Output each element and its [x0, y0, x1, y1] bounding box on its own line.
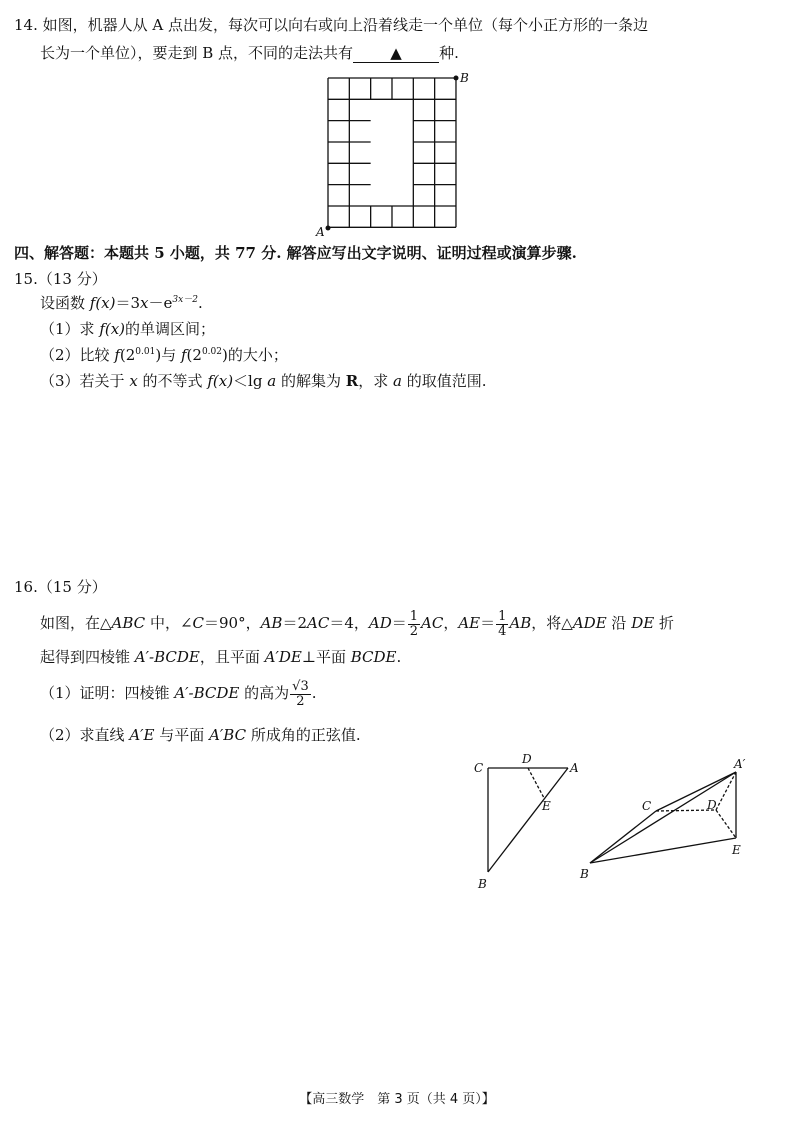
math-fx: f(x)	[99, 320, 126, 338]
math-a: a	[392, 372, 402, 390]
q16-text: 所成角的正弦值.	[246, 726, 361, 744]
math-ab: AB	[260, 614, 283, 633]
math-text: (2	[119, 346, 136, 364]
label-a: A	[316, 225, 325, 238]
q16-text: 与平面	[154, 726, 210, 744]
q15-text: 的大小；	[227, 346, 288, 364]
fraction-half	[408, 610, 420, 638]
point-b	[454, 76, 459, 81]
math-de: DE	[631, 614, 655, 633]
q16-text: 中，∠	[145, 614, 193, 633]
label-a-prime: A′	[734, 758, 746, 771]
q16-text: ，将△	[531, 614, 573, 633]
q16-text: ＝4，	[329, 614, 369, 633]
q16-text: ＝	[480, 614, 496, 633]
q16-text: ⊥平面	[301, 648, 351, 666]
q16-text: .	[396, 648, 402, 666]
q16-text: ＝2	[282, 614, 307, 633]
label-d: D	[522, 752, 532, 766]
q16-text: ，	[443, 614, 459, 633]
math-text: －e	[148, 294, 173, 312]
fraction-numerator: 1	[498, 609, 507, 624]
math-x: x	[140, 294, 149, 312]
math-plane: A′DE	[264, 648, 302, 666]
q16-text: 沿	[606, 614, 632, 633]
label-e: E	[542, 799, 551, 813]
q16-text: ＝90°，	[204, 614, 261, 633]
fraction-quarter	[496, 610, 508, 638]
label-c: C	[474, 761, 484, 775]
q16-text: （2）求直线	[40, 726, 130, 744]
q15-text: ，求	[358, 372, 393, 390]
q14-line1: 14. 如图，机器人从 A 点出发，每次可以向右或向上沿着线走一个单位（每个小正方形的一条边	[14, 16, 648, 34]
math-ac: AC	[421, 614, 444, 633]
label-c: C	[642, 799, 652, 813]
label-e: E	[732, 843, 741, 857]
fraction-denominator: 4	[498, 623, 507, 639]
math-text: (2	[186, 346, 202, 364]
q16-text: （1）证明：四棱锥	[40, 684, 175, 703]
q15-text: 的取值范围.	[401, 372, 487, 390]
grid-figure	[308, 70, 478, 238]
q16-part1	[40, 680, 317, 708]
label-b: B	[580, 867, 589, 881]
q15-text: 的解集为	[276, 372, 346, 390]
q16-text: ＝	[391, 614, 407, 633]
q15-text: 设函数	[40, 294, 90, 312]
q15-text: 的单调区间；	[125, 320, 216, 338]
label-b: B	[460, 71, 469, 85]
q16-text: 的高为	[239, 684, 290, 703]
fraction-denominator: 2	[409, 623, 419, 639]
math-ac: AC	[307, 614, 330, 633]
math-c: C	[192, 614, 204, 633]
math-text: )	[221, 346, 228, 364]
math-fx: f(x)	[89, 294, 116, 312]
math-ab: AB	[509, 614, 532, 633]
q15-part2	[40, 344, 288, 367]
math-plane: A′BC	[209, 726, 247, 744]
q15-text: （1）求	[40, 320, 100, 338]
q15-part1	[40, 318, 215, 341]
math-text: ＝3	[115, 294, 141, 312]
math-pyramid: A′-BCDE	[174, 684, 240, 703]
math-a: a	[267, 372, 277, 390]
label-a: A	[570, 761, 579, 775]
q16-text: 如图，在△	[40, 614, 112, 633]
math-ae: AE	[458, 614, 481, 633]
triangle-icon: ▲	[390, 44, 402, 62]
q14-line2	[40, 42, 459, 65]
q16-text: 起得到四棱锥	[40, 648, 135, 666]
math-text: )	[155, 346, 162, 364]
math-fx: f(x)	[207, 372, 234, 390]
pyramid-figure	[574, 758, 764, 886]
q16-part2	[40, 724, 361, 747]
fraction-numerator: √3	[292, 679, 309, 694]
q14-line2-text: 长为一个单位），要走到 B 点，不同的走法共有	[40, 44, 354, 62]
math-exponent: 3x－2	[172, 295, 198, 305]
q15-function	[40, 292, 203, 315]
math-text: ＜lg	[233, 372, 268, 390]
q16-heading: 16.（15 分）	[14, 578, 107, 596]
q14-line2-end: 种.	[439, 44, 459, 62]
triangle-figure	[460, 750, 590, 895]
label-b: B	[478, 877, 487, 891]
math-ade: ADE	[572, 614, 607, 633]
page-footer: 【高三数学 第 3 页（共 4 页）】	[299, 1092, 495, 1107]
section-header: 四、解答题：本题共 5 小题，共 77 分. 解答应写出文字说明、证明过程或演算步骤.	[14, 244, 577, 262]
math-f: f	[180, 346, 187, 364]
fraction-sqrt3-over-2	[290, 680, 311, 708]
math-exponent: 0.02	[201, 347, 222, 357]
math-line: A′E	[129, 726, 155, 744]
fraction-denominator: 2	[296, 693, 305, 709]
q16-line2	[40, 646, 401, 669]
math-f: f	[114, 346, 120, 364]
math-text: .	[197, 294, 203, 312]
math-exponent: 0.01	[135, 347, 156, 357]
math-ad: AD	[368, 614, 392, 633]
math-pyramid: A′-BCDE	[134, 648, 200, 666]
math-plane: BCDE	[350, 648, 397, 666]
q15-text: 与	[161, 346, 181, 364]
q16-text: ，且平面	[199, 648, 265, 666]
math-r: R	[345, 372, 359, 390]
math-abc: ABC	[111, 614, 146, 633]
fraction-numerator: 1	[409, 609, 419, 624]
answer-blank	[353, 45, 439, 63]
label-d: D	[707, 798, 717, 812]
q15-heading: 15.（13 分）	[14, 270, 107, 288]
q15-text: （2）比较	[40, 346, 115, 364]
q15-text: 的不等式	[137, 372, 208, 390]
q15-text: （3）若关于	[40, 372, 130, 390]
point-a	[326, 226, 331, 231]
q16-text: 折	[654, 614, 674, 633]
q16-text: .	[311, 684, 317, 703]
q15-part3	[40, 370, 486, 393]
q16-line1	[40, 610, 674, 638]
math-x: x	[129, 372, 138, 390]
